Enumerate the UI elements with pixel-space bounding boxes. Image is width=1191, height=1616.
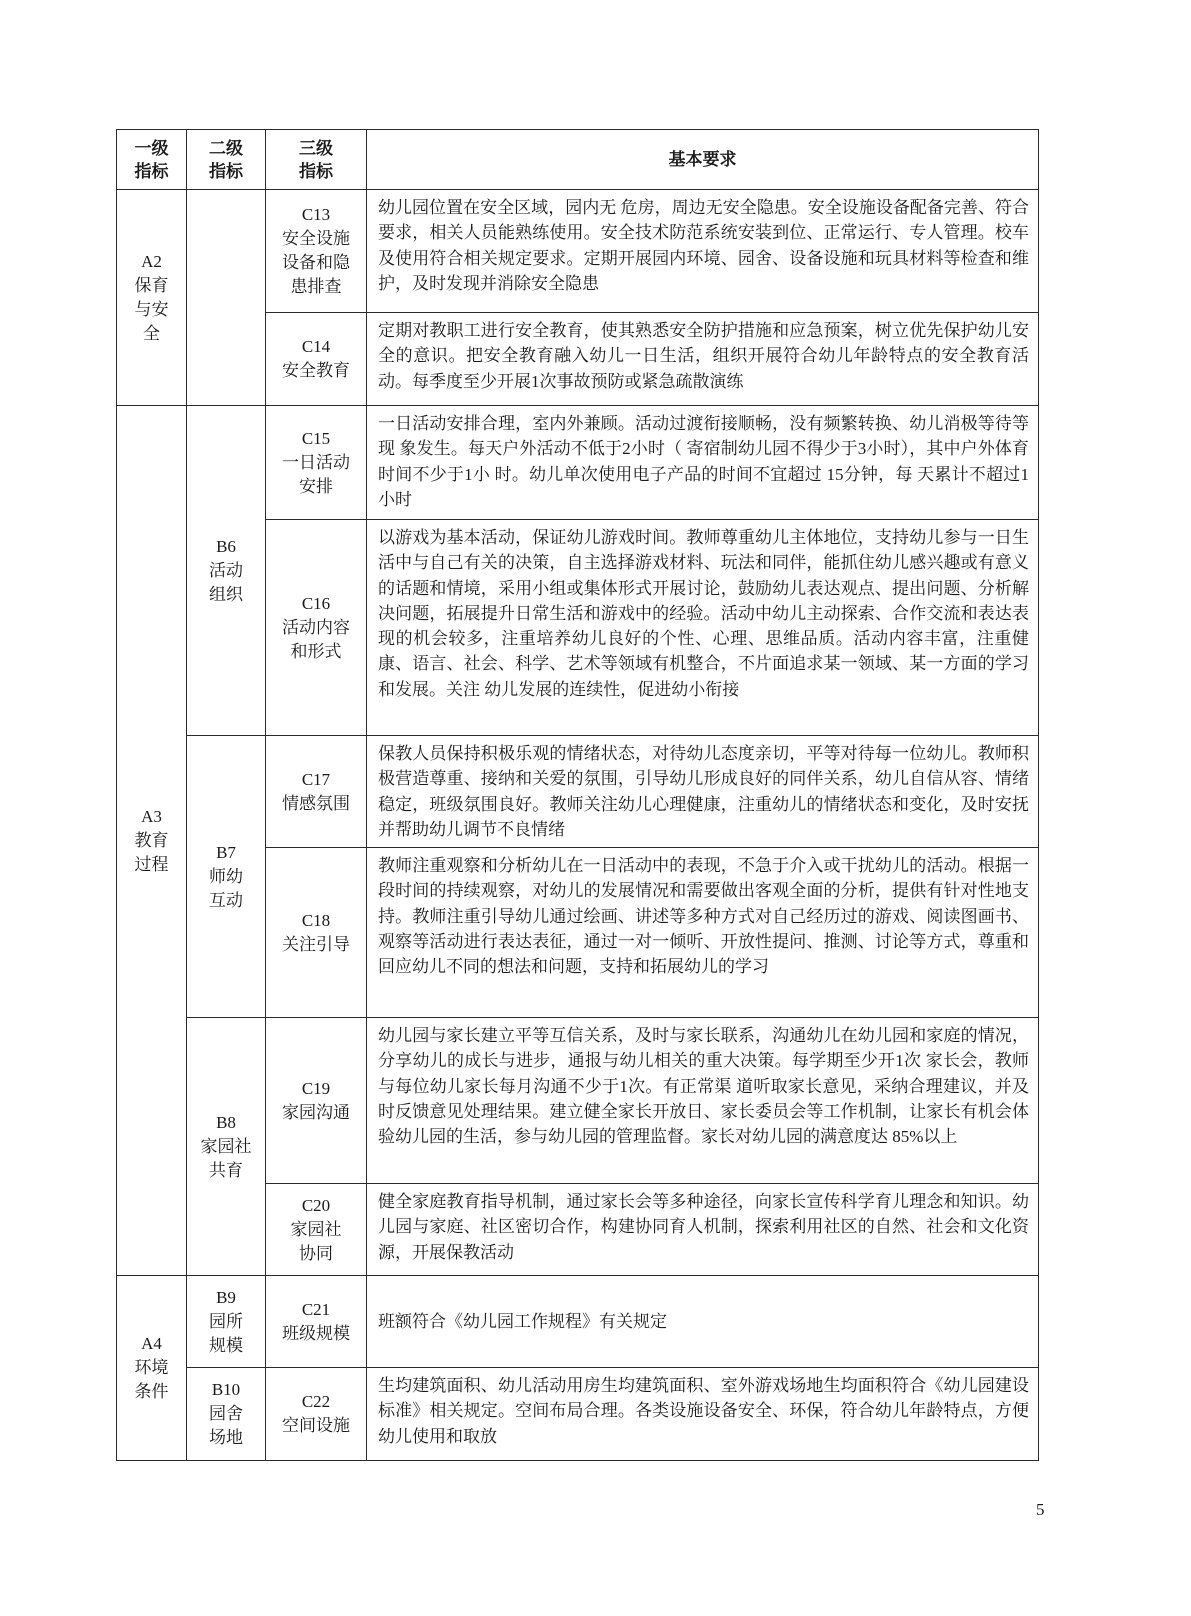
level2-cell-b10 [187, 1368, 266, 1461]
requirement-text: 幼儿园与家长建立平等互信关系，及时与家长联系，沟通幼儿在幼儿园和家庭的情况，分享幼儿的成长与进步，通报与幼儿相关的重大决策。每学期至少开1次 家长会，教师与每位幼儿家长每月沟通不少于1次。有正常渠 道听取家长意见，采纳合理建议，并及时反馈意见处理结果。建立健全家长开放日、家长委员会等工作机制，让家长有机会体验幼儿园的生活，参与幼儿园的管理监督。家长对幼儿园的满意度达 85%以上 [367, 1018, 1039, 1184]
level3-name: 家园沟通 [282, 1102, 350, 1122]
level3-code: C18 [301, 910, 331, 930]
level2-name: 规模 [209, 1335, 243, 1355]
header-level1-line2: 指标 [134, 161, 169, 181]
level3-name: 班级规模 [282, 1323, 350, 1343]
table-row [117, 1276, 1039, 1368]
level2-code: B7 [216, 842, 236, 862]
level2-name: 共育 [209, 1160, 243, 1180]
level3-name: 关注引导 [282, 934, 350, 954]
level3-name: 患排查 [290, 277, 342, 296]
level2-name: 活动 [209, 560, 243, 580]
level3-name: 和形式 [290, 641, 342, 661]
requirement-text: 一日活动安排合理，室内外兼顾。活动过渡衔接顺畅，没有频繁转换、幼儿消极等待等现 象发生。每天户外活动不低于2小时（ 寄宿制幼儿园不得少于3小时），其中户外体育时间不少于1小 时。幼儿单次使用电子产品的时间不宜超过 15分钟，每 天累计不超过1小时 [367, 406, 1039, 520]
table-row [117, 1368, 1039, 1461]
level2-cell-b6 [187, 406, 266, 736]
level2-cell-b8 [187, 1018, 266, 1276]
requirement-text: 班额符合《幼儿园工作规程》有关规定 [367, 1276, 1039, 1368]
level3-name: 空间设施 [282, 1416, 350, 1436]
table-row [117, 736, 1039, 848]
level1-code: A3 [141, 806, 162, 826]
level1-name: 教育 [134, 830, 169, 850]
header-level1-line1: 一级 [134, 138, 169, 158]
level1-name: 过程 [134, 854, 169, 874]
level1-name: 与安 [134, 299, 169, 319]
level2-name: 园所 [209, 1311, 243, 1331]
level3-name: 安全设施 [282, 229, 350, 248]
level3-cell [266, 736, 367, 848]
level3-cell [266, 848, 367, 1018]
level3-name: 活动内容 [282, 617, 350, 637]
header-level3-line1: 三级 [299, 138, 333, 158]
level2-name: 互动 [209, 890, 243, 910]
level2-cell-empty [187, 190, 266, 406]
level2-code: B8 [216, 1112, 236, 1132]
level3-cell [266, 1184, 367, 1276]
table-row [117, 1018, 1039, 1184]
table-row [117, 406, 1039, 520]
level3-code: C17 [301, 769, 331, 789]
level3-name: 协同 [299, 1243, 333, 1263]
level3-code: C21 [301, 1299, 331, 1319]
level1-cell-a3 [117, 406, 187, 1276]
header-level2-line2: 指标 [209, 161, 243, 181]
level2-name: 组织 [209, 584, 243, 604]
header-level1 [117, 130, 187, 190]
level3-cell [266, 406, 367, 520]
level2-name: 场地 [209, 1428, 243, 1448]
level1-code: A4 [141, 1334, 162, 1354]
level1-cell-a2 [117, 190, 187, 406]
level3-cell [266, 1276, 367, 1368]
requirement-text: 以游戏为基本活动，保证幼儿游戏时间。教师尊重幼儿主体地位，支持幼儿参与一日生活中与自己有关的决策，自主选择游戏材料、玩法和同伴，能抓住幼儿感兴趣或有意义的话题和情境，采用小组或集体形式开展讨论，鼓励幼儿表达观点、提出问题、分析解决问题，拓展提升日常生活和游戏中的经验。活动中幼儿主动探索、合作交流和表达表现的机会较多，注重培养幼儿良好的个性、心理、思维品质。活动内容丰富，注重健康、语言、社会、科学、艺术等领域有机整合，不片面追求某一领域、某一方面的学习和发展。关注 幼儿发展的连续性，促进幼小衔接 [367, 520, 1039, 736]
level2-code: B10 [211, 1380, 241, 1400]
requirement-text: 生均建筑面积、幼儿活动用房生均建筑面积、室外游戏场地生均面积符合《幼儿园建设标准》相关规定。空间布局合理。各类设施设备安全、环保，符合幼儿年龄特点，方便幼儿使用和取放 [367, 1368, 1039, 1461]
level2-cell-b9 [187, 1276, 266, 1368]
level2-name: 园舍 [209, 1404, 243, 1424]
requirement-text: 定期对教职工进行安全教育，使其熟悉安全防护措施和应急预案，树立优先保护幼儿安全的意识。把安全教育融入幼儿一日生活，组织开展符合幼儿年龄特点的安全教育活动。每季度至少开展1次事故预防或紧急疏散演练 [367, 313, 1039, 406]
header-level3 [266, 130, 367, 190]
header-level2-line1: 二级 [209, 138, 243, 158]
level3-code: C15 [301, 428, 331, 448]
level1-name: 全 [143, 323, 160, 343]
level2-code: B6 [216, 536, 236, 556]
requirement-text: 幼儿园位置在安全区域，园内无 危房，周边无安全隐患。安全设施设备配备完善、符合要求，相关人员能熟练使用。安全技术防范系统安装到位、正常运行、专人管理。校车及使用符合相关规定要求。定期开展园内环境、园舍、设备设施和玩具材料等检查和维护，及时发现并消除安全隐患 [367, 190, 1039, 313]
level3-cell [266, 1368, 367, 1461]
requirement-text: 保教人员保持积极乐观的情绪状态，对待幼儿态度亲切，平等对待每一位幼儿。教师积极营造尊重、接纳和关爱的氛围，引导幼儿形成良好的同伴关系，幼儿自信从容、情绪稳定，班级氛围良好。教师关注幼儿心理健康，注重幼儿的情绪状态和变化，及时安抚并帮助幼儿调节不良情绪 [367, 736, 1039, 848]
level3-cell [266, 190, 367, 313]
level2-name: 家园社 [200, 1136, 252, 1156]
level3-name: 情感氛围 [282, 793, 350, 813]
level3-code: C22 [301, 1392, 331, 1412]
level1-name: 条件 [134, 1382, 169, 1402]
level2-code: B9 [216, 1287, 236, 1307]
level3-code: C19 [301, 1078, 331, 1098]
indicator-table [116, 129, 1039, 1461]
level3-name: 安排 [299, 476, 333, 496]
level1-code: A2 [141, 251, 162, 271]
level3-code: C16 [301, 593, 331, 613]
level1-cell-a4 [117, 1276, 187, 1461]
level3-code: C13 [301, 205, 331, 224]
page-number: 5 [1036, 1500, 1045, 1519]
table-row [117, 190, 1039, 313]
level1-name: 保育 [134, 275, 169, 295]
table-header-row [117, 130, 1039, 190]
level3-name: 安全教育 [282, 361, 350, 380]
level2-name: 师幼 [209, 866, 243, 886]
level3-code: C14 [301, 337, 331, 356]
level3-cell [266, 1018, 367, 1184]
level1-name: 环境 [134, 1358, 169, 1378]
level3-name: 设备和隐 [282, 253, 350, 272]
level3-code: C20 [301, 1195, 331, 1215]
level3-name: 一日活动 [282, 452, 350, 472]
level3-cell [266, 520, 367, 736]
header-level2 [187, 130, 266, 190]
level2-cell-b7 [187, 736, 266, 1018]
level3-name: 家园社 [290, 1219, 342, 1239]
level3-cell [266, 313, 367, 406]
header-level3-line2: 指标 [299, 161, 333, 181]
header-requirement: 基本要求 [367, 130, 1039, 190]
requirement-text: 教师注重观察和分析幼儿在一日活动中的表现，不急于介入或干扰幼儿的活动。根据一段时间的持续观察，对幼儿的发展情况和需要做出客观全面的分析，提供有针对性地支持。教师注重引导幼儿通过绘画、讲述等多种方式对自己经历过的游戏、阅读图画书、观察等活动进行表达表征，通过一对一倾听、开放性提问、推测、讨论等方式，尊重和回应幼儿不同的想法和问题，支持和拓展幼儿的学习 [367, 848, 1039, 1018]
requirement-text: 健全家庭教育指导机制，通过家长会等多种途径，向家长宣传科学育儿理念和知识。幼儿园与家庭、社区密切合作，构建协同育人机制，探索利用社区的自然、社会和文化资源，开展保教活动 [367, 1184, 1039, 1276]
